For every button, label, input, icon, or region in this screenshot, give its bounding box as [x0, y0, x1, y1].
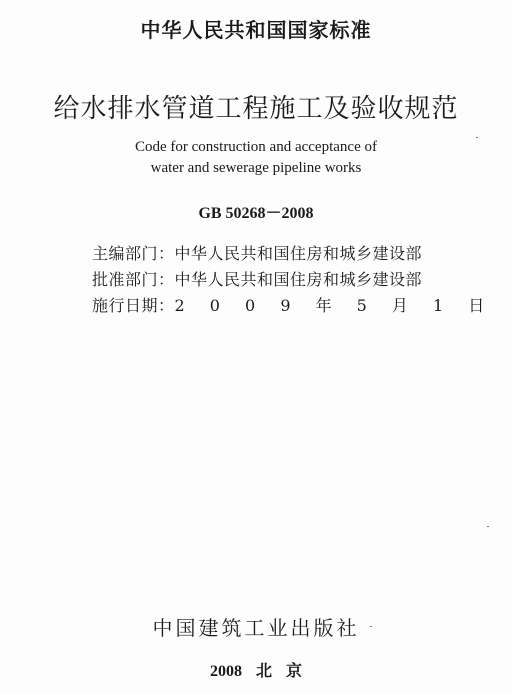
editor-value: 中华人民共和国住房和城乡建设部 — [174, 244, 423, 263]
scan-speck — [370, 626, 372, 627]
standard-number: GB 50268－2008 — [198, 205, 314, 222]
editor-row — [92, 241, 422, 264]
english-title-line-2: water and sewerage pipeline works — [150, 160, 362, 176]
chinese-title: 给水排水管道工程施工及验收规范 — [53, 94, 459, 124]
approver-value: 中华人民共和国住房和城乡建设部 — [174, 270, 423, 289]
effective-date-label: 施行日期： — [92, 296, 175, 315]
scan-speck — [476, 137, 478, 138]
approver-row — [92, 267, 422, 290]
editor-label: 主编部门： — [92, 244, 175, 263]
effective-date-row — [92, 293, 494, 316]
publisher-name: 中国建筑工业出版社 — [152, 616, 360, 640]
scan-speck — [487, 526, 489, 527]
approver-label: 批准部门： — [92, 270, 175, 289]
standard-series-heading: 中华人民共和国国家标准 — [140, 18, 372, 42]
english-title-line-1: Code for construction and acceptance of — [135, 139, 377, 155]
publication-date: 2008 北 京 — [209, 663, 302, 680]
effective-date-value: 2 0 0 9 年 5 月 1 日 — [174, 296, 495, 315]
